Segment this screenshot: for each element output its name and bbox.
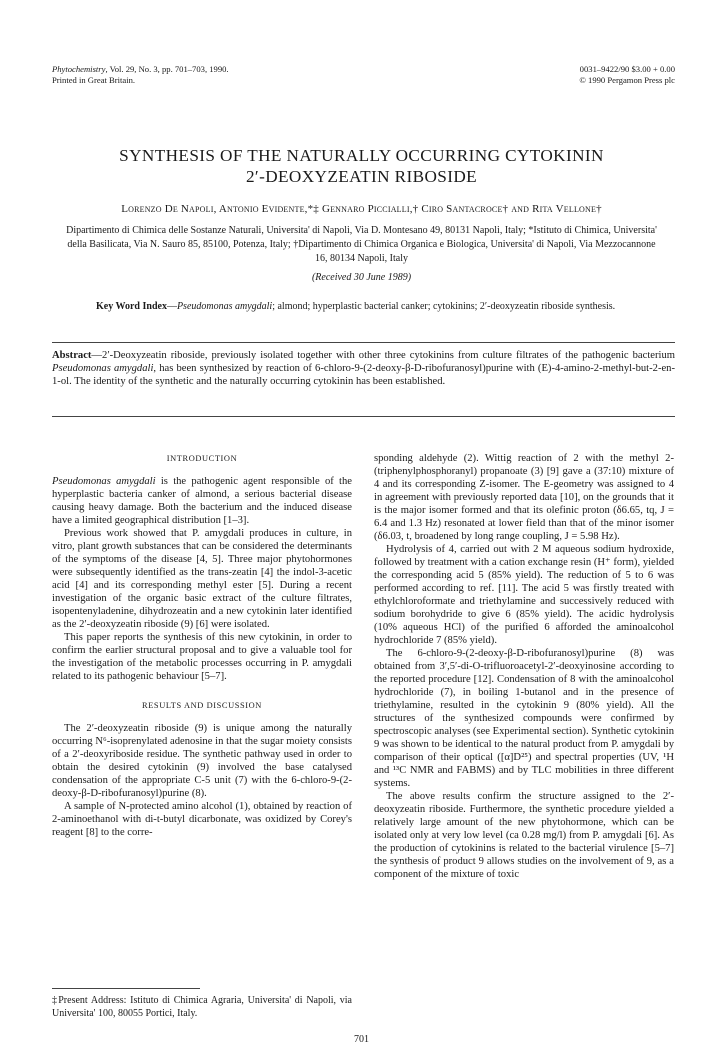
affiliations: Dipartimento di Chimica delle Sostanze Naturali, Universita' di Napoli, Via D. Montesano 49, 80131 Napoli, Italy; *Istituto di Chimica, Universita' della Basilicata, Via N. Sauro 85, 85100, Potenza, Italy; †Dipartimento di Chimica Organica e Biologica, Universita' di Napoli, Via Mezzocannone 16, 80134 Napoli, Italy xyxy=(66,225,657,264)
intro-organism: Pseudomonas amygdali xyxy=(52,476,156,487)
printed-in: Printed in Great Britain. xyxy=(52,75,136,85)
abstract xyxy=(52,349,675,388)
abstract-text-1: —2′-Deoxyzeatin riboside, previously isolated together with other three cytokinins from culture filtrates of the pathogenic bacterium xyxy=(91,350,675,361)
keyword-index xyxy=(96,300,676,314)
abstract-organism: Pseudomonas amygdali xyxy=(52,363,154,374)
right-paragraph-1: sponding aldehyde (2). Wittig reaction of 2 with the methyl 2-(triphenylphosphoranyl) propanoate (3) [9] gave a (37:10) mixture of 4 and its corresponding Z-isomer. The E-geometry was assigned to 4 in agreement with previously reported data [10], on the grounds that it is the major isomer formed and that its olefinic proton (δ6.65, tq, J = 6.4 and 1.3 Hz) resonated at lower field than that of the minor isomer (δ6.03, t, broadened by long range coupling, J = 5.98 Hz). xyxy=(374,453,674,542)
divider-top xyxy=(52,342,675,343)
abstract-label: Abstract xyxy=(52,350,92,361)
author-list: Lorenzo De Napoli, Antonio Evidente,*‡ Gennaro Piccialli,† Ciro Santacroce† and Rita Vellone† xyxy=(121,203,602,215)
paper-title xyxy=(40,145,683,187)
introduction-heading: INTRODUCTION xyxy=(166,454,238,463)
page-number: 701 xyxy=(354,1034,369,1045)
journal-citation xyxy=(52,64,229,86)
title-line-1: SYNTHESIS OF THE NATURALLY OCCURRING CYTOKININ xyxy=(119,146,604,165)
title-line-2: 2′-DEOXYZEATIN RIBOSIDE xyxy=(245,167,478,186)
journal-name: Phytochemistry xyxy=(52,64,106,74)
right-column xyxy=(374,452,674,881)
right-paragraph-2: Hydrolysis of 4, carried out with 2 M aqueous sodium hydroxide, followed by treatment with a cation exchange resin (H⁺ form), yielded the corresponding acid 5 (85% yield). The reduction of 5 to 6 was performed according to ref. [11]. The acid 5 was firstly treated with ethylchloroformate and triethylamine and successively reduced with sodium borohydride to give 6 (85% yield). The acidic hydrolysis (10% aqueous HCl) of the purified 6 afforded the aminoalcohol hydrochloride 7 (85% yield). xyxy=(374,544,674,646)
volume-info: , Vol. 29, No. 3, pp. 701–703, 1990. xyxy=(105,64,229,74)
intro-paragraph-1 xyxy=(52,475,352,527)
results-paragraph-2: A sample of N-protected amino alcohol (1), obtained by reaction of 2-aminoethanol with di-t-butyl dicarbonate, was oxidized by Corey's reagent [8] to the corre- xyxy=(52,801,352,838)
results-paragraph-1: The 2′-deoxyzeatin riboside (9) is unique among the naturally occurring N⁶-isoprenylated adenosine in that the sugar moiety consists of a 2′-deoxyriboside residue. The synthetic pathway used in order to obtain the desired cytokinin (9) involved the base catalysed condensation of the appropriate C-5 unit (7) with the 6-chloro-9-(2-deoxy-β-D-ribofuranosyl)purine (8). xyxy=(52,723,352,799)
right-paragraph-3: The 6-chloro-9-(2-deoxy-β-D-ribofuranosyl)purine (8) was obtained from 3′,5′-di-O-trifluoroacetyl-2′-deoxyinosine according to the reported procedure [12]. Condensation of 8 with the aminoalcohol hydrochloride (7), in boiling 1-butanol and in the presence of triethylamine, resulted in the cytokinin 9 (80% yield). All the structures of the synthesized compounds were confirmed by spectroscopic analyses (see Experimental section). Synthetic cytokinin 9 was shown to be identical to the natural product from P. amygdali by comparison of their optical ([α]D²⁵) and spectral properties (UV, ¹H and ¹³C NMR and FABMS) and by TLC mobilities in three different systems. xyxy=(374,648,674,789)
results-heading: RESULTS AND DISCUSSION xyxy=(142,701,262,710)
intro-paragraph-1-text: is the pathogenic agent responsible of the hyperplastic bacteria canker of almond, a serious bacterial disease causing heavy damage. Both the bacterium and the induced disease have a limited geographical distribution [1–3]. xyxy=(52,476,352,526)
intro-paragraph-2: Previous work showed that P. amygdali produces in culture, in vitro, plant growth substances that can be considered the determinants of the symptoms of the disease [4, 5]. Three major phytohormones were subsequently identified as the trans-zeatin [4] the indol-3-acetic acid [4] and its corresponding methyl ester [5]. During a recent investigation of the organic basic extract of the culture filtrates, isopentenyladenine, dihydrozeatin and a new cytokinin later identified as the 2′-deoxyzeatin riboside (9) [6] were isolated. xyxy=(52,528,352,630)
keyword-organism: Pseudomonas amygdali xyxy=(176,301,273,312)
divider-bottom xyxy=(52,416,675,417)
left-column xyxy=(52,452,352,839)
received-date: (Received 30 June 1989) xyxy=(311,272,412,283)
abstract-text-2: , has been synthesized by reaction of 6-chloro-9-(2-deoxy-β-D-ribofuranosyl)purine with (E)-4-amino-2-methyl-but-2-en-1-ol. The identity of the synthetic and the naturally occurring cytokinin has been established. xyxy=(52,363,676,387)
keyword-dash: — xyxy=(166,301,177,312)
publisher-info xyxy=(500,64,675,86)
footnote: ‡Present Address: Istituto di Chimica Agraria, Universita' di Napoli, via Universita' 100, 80055 Portici, Italy. xyxy=(52,995,352,1019)
right-paragraph-4: The above results confirm the structure assigned to the 2′-deoxyzeatin riboside. Furthermore, the synthetic procedure yielded a relatively large amount of the new phytohormone, which can be isolated only at very low level (ca 0.28 mg/l) from P. amygdali [6]. As the production of cytokinins is related to the bacterial virulence [5–7] the synthesis of product 9 allows studies on the involvement of 9, as a component of the mixture of toxic xyxy=(374,791,674,880)
copyright-line: © 1990 Pergamon Press plc xyxy=(579,75,675,85)
issn-price: 0031–9422/90 $3.00 + 0.00 xyxy=(579,64,675,74)
keyword-list: ; almond; hyperplastic bacterial canker; cytokinins; 2′-deoxyzeatin riboside synthesis. xyxy=(272,301,616,312)
keyword-label: Key Word Index xyxy=(96,301,167,312)
footnote-rule xyxy=(52,988,200,989)
intro-paragraph-3: This paper reports the synthesis of this new cytokinin, in order to confirm the earlier structural proposal and to give a valuable tool for the investigation of the metabolic processes occurring in P. amygdali related to its pathogenic behaviour [5–7]. xyxy=(52,632,352,682)
